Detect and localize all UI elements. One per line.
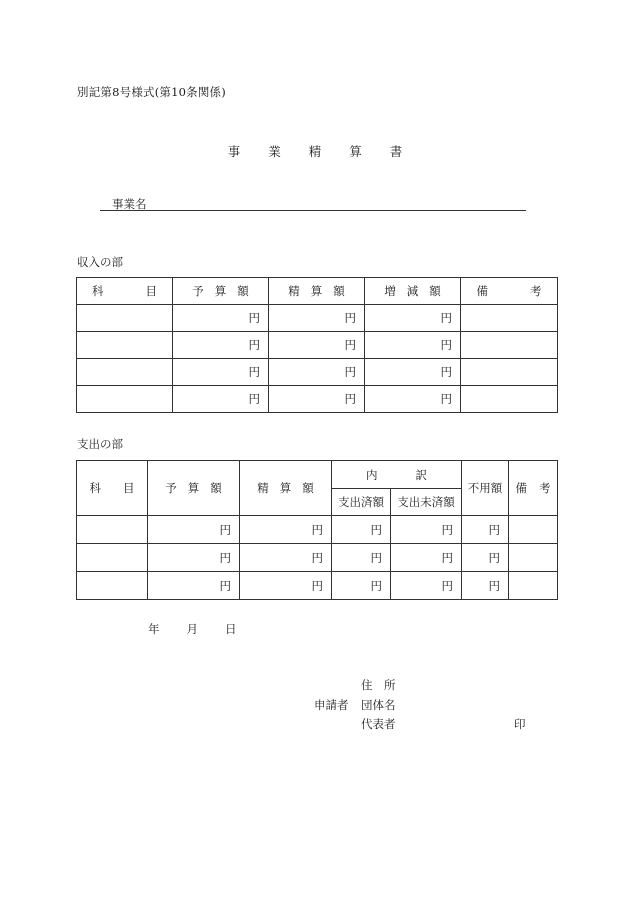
- expense-unpaid-cell[interactable]: 円: [391, 572, 462, 600]
- expense-section-label: 支出の部: [77, 437, 123, 451]
- expense-header-paid: 支出済額: [332, 489, 391, 516]
- income-budget-cell[interactable]: 円: [173, 359, 269, 386]
- income-change-cell[interactable]: 円: [365, 332, 461, 359]
- income-header-remarks: 備 考: [461, 278, 558, 305]
- expense-header-item: 科 目: [77, 461, 148, 516]
- table-row: [77, 544, 558, 572]
- expense-header-remarks: 備 考: [509, 461, 558, 516]
- income-item-cell[interactable]: [77, 332, 173, 359]
- date-field[interactable]: [148, 621, 237, 637]
- income-remarks-cell[interactable]: [461, 359, 558, 386]
- income-settled-cell[interactable]: 円: [269, 386, 365, 413]
- project-name-field[interactable]: [100, 196, 526, 211]
- income-item-cell[interactable]: [77, 359, 173, 386]
- seal-mark: 印: [514, 717, 526, 731]
- table-row: [77, 516, 558, 544]
- project-name-label: 事業名: [112, 197, 147, 211]
- income-table: [76, 277, 558, 413]
- applicant-role-label: 申請者: [314, 698, 349, 712]
- table-row: [77, 305, 558, 332]
- expense-paid-cell[interactable]: 円: [332, 572, 391, 600]
- table-row: [77, 332, 558, 359]
- income-remarks-cell[interactable]: [461, 332, 558, 359]
- income-remarks-cell[interactable]: [461, 305, 558, 332]
- expense-item-cell[interactable]: [77, 516, 148, 544]
- expense-remarks-cell[interactable]: [509, 544, 558, 572]
- expense-item-cell[interactable]: [77, 572, 148, 600]
- expense-header-unpaid: 支出未済額: [391, 489, 462, 516]
- income-settled-cell[interactable]: 円: [269, 359, 365, 386]
- table-row: [77, 572, 558, 600]
- date-day-label: 日: [225, 622, 237, 636]
- expense-remarks-cell[interactable]: [509, 572, 558, 600]
- expense-unpaid-cell[interactable]: 円: [391, 516, 462, 544]
- income-change-cell[interactable]: 円: [365, 386, 461, 413]
- applicant-address-label: 住 所: [361, 678, 396, 692]
- income-item-cell[interactable]: [77, 305, 173, 332]
- date-year-label: 年: [148, 622, 160, 636]
- expense-unused-cell[interactable]: 円: [462, 544, 509, 572]
- expense-unused-cell[interactable]: 円: [462, 516, 509, 544]
- income-settled-cell[interactable]: 円: [269, 305, 365, 332]
- expense-settled-cell[interactable]: 円: [240, 516, 332, 544]
- income-header-row: [77, 278, 558, 305]
- expense-header-budget: 予 算 額: [148, 461, 240, 516]
- income-header-item: 科 目: [77, 278, 173, 305]
- date-month-label: 月: [186, 622, 198, 636]
- income-change-cell[interactable]: 円: [365, 359, 461, 386]
- form-number-label: 別記第8号様式(第10条関係): [77, 85, 226, 99]
- expense-paid-cell[interactable]: 円: [332, 544, 391, 572]
- expense-settled-cell[interactable]: 円: [240, 572, 332, 600]
- income-change-cell[interactable]: 円: [365, 305, 461, 332]
- expense-budget-cell[interactable]: 円: [148, 544, 240, 572]
- table-row: [77, 359, 558, 386]
- income-remarks-cell[interactable]: [461, 386, 558, 413]
- expense-settled-cell[interactable]: 円: [240, 544, 332, 572]
- expense-budget-cell[interactable]: 円: [148, 516, 240, 544]
- income-budget-cell[interactable]: 円: [173, 332, 269, 359]
- expense-budget-cell[interactable]: 円: [148, 572, 240, 600]
- expense-header-row-1: [77, 461, 558, 489]
- expense-unused-cell[interactable]: 円: [462, 572, 509, 600]
- table-row: [77, 386, 558, 413]
- income-budget-cell[interactable]: 円: [173, 386, 269, 413]
- expense-paid-cell[interactable]: 円: [332, 516, 391, 544]
- document-title: 事 業 精 算 書: [227, 144, 403, 159]
- income-settled-cell[interactable]: 円: [269, 332, 365, 359]
- expense-item-cell[interactable]: [77, 544, 148, 572]
- income-header-budget: 予 算 額: [173, 278, 269, 305]
- expense-header-settled: 精 算 額: [240, 461, 332, 516]
- expense-table: [76, 460, 558, 600]
- expense-header-breakdown: 内 訳: [332, 461, 462, 489]
- applicant-org-label: 団体名: [361, 698, 396, 712]
- income-budget-cell[interactable]: 円: [173, 305, 269, 332]
- income-header-change: 増 減 額: [365, 278, 461, 305]
- expense-header-unused: 不用額: [462, 461, 509, 516]
- expense-remarks-cell[interactable]: [509, 516, 558, 544]
- income-header-settled: 精 算 額: [269, 278, 365, 305]
- income-section-label: 収入の部: [77, 255, 123, 269]
- applicant-representative-label: 代表者: [361, 717, 396, 731]
- expense-unpaid-cell[interactable]: 円: [391, 544, 462, 572]
- income-item-cell[interactable]: [77, 386, 173, 413]
